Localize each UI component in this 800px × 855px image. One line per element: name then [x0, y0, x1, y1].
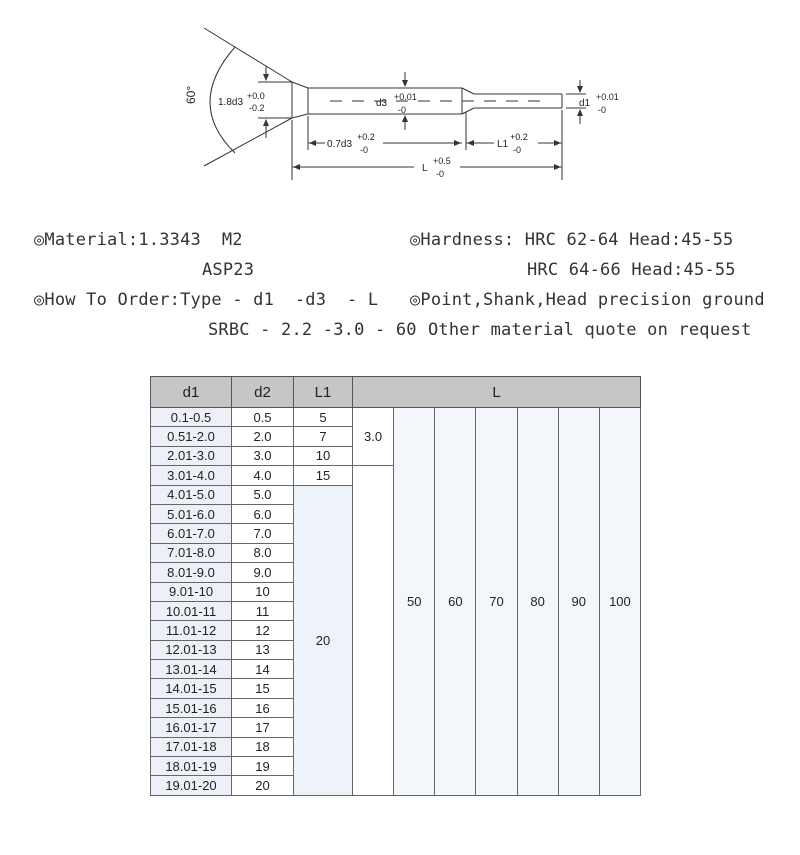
head-dia-label: 1.8d3 — [218, 97, 244, 108]
shoulder-tol-minus: -0 — [360, 145, 369, 155]
cell-l-small: 3.0 — [353, 408, 394, 466]
cell-d2: 2.0 — [232, 427, 294, 446]
cell-d1: 2.01-3.0 — [151, 446, 232, 465]
precision-line-1: ◎Point,Shank,Head precision ground — [410, 290, 765, 310]
cell-d2: 15 — [232, 679, 294, 698]
cell-l1-merged: 20 — [294, 485, 353, 795]
cell-d1: 19.01-20 — [151, 776, 232, 795]
header-l: L — [353, 377, 641, 408]
cell-d1: 3.01-4.0 — [151, 466, 232, 485]
l1-tol-plus: +0.2 — [510, 132, 528, 142]
cell-d2: 7.0 — [232, 524, 294, 543]
header-d2: d2 — [232, 377, 294, 408]
cell-l-100: 100 — [599, 408, 640, 796]
material-line-2: ASP23 — [202, 260, 255, 280]
order-line-2: SRBC - 2.2 -3.0 - 60 — [208, 320, 417, 340]
head-tol-plus: +0.0 — [247, 91, 265, 101]
cell-l-50: 50 — [394, 408, 435, 796]
cell-d2: 4.0 — [232, 466, 294, 485]
l1-tol-minus: -0 — [513, 145, 522, 155]
pin-technical-drawing — [0, 0, 800, 200]
cone-line-bottom — [204, 118, 292, 166]
cell-d1: 4.01-5.0 — [151, 485, 232, 504]
pin-head — [292, 82, 308, 118]
cell-d2: 0.5 — [232, 408, 294, 427]
cell-l-60: 60 — [435, 408, 476, 796]
order-line-1: ◎How To Order:Type - d1 -d3 - L — [34, 290, 379, 310]
cell-d1: 12.01-13 — [151, 640, 232, 659]
cell-d2: 9.0 — [232, 563, 294, 582]
cell-d1: 5.01-6.0 — [151, 504, 232, 523]
cell-d2: 3.0 — [232, 446, 294, 465]
angle-label: 60° — [184, 85, 198, 104]
l-label: L — [422, 163, 428, 174]
cell-d1: 15.01-16 — [151, 698, 232, 717]
d1-tol-plus: +0.01 — [596, 92, 619, 102]
d1-tol-minus: -0 — [598, 105, 607, 115]
l-tol-minus: -0 — [436, 169, 445, 179]
head-tol-minus: -0.2 — [249, 103, 265, 113]
cell-d1: 0.1-0.5 — [151, 408, 232, 427]
cell-d1: 11.01-12 — [151, 621, 232, 640]
cell-l-empty — [353, 466, 394, 796]
cell-d2: 12 — [232, 621, 294, 640]
hardness-line-1: ◎Hardness: HRC 62-64 Head:45-55 — [410, 230, 734, 250]
d1-label: d1 — [579, 98, 591, 109]
cell-l1: 10 — [294, 446, 353, 465]
hardness-line-2: HRC 64-66 Head:45-55 — [527, 260, 736, 280]
cell-d1: 8.01-9.0 — [151, 563, 232, 582]
cell-d2: 20 — [232, 776, 294, 795]
cell-d1: 13.01-14 — [151, 660, 232, 679]
d3-tol-minus: -0 — [398, 105, 407, 115]
cell-l1: 15 — [294, 466, 353, 485]
cell-d2: 17 — [232, 718, 294, 737]
cell-d1: 10.01-11 — [151, 601, 232, 620]
cell-d2: 8.0 — [232, 543, 294, 562]
size-table — [150, 376, 641, 796]
cell-d2: 10 — [232, 582, 294, 601]
header-l1: L1 — [294, 377, 353, 408]
cell-d1: 18.01-19 — [151, 757, 232, 776]
cell-l1: 7 — [294, 427, 353, 446]
cell-d2: 6.0 — [232, 504, 294, 523]
cell-d1: 14.01-15 — [151, 679, 232, 698]
precision-line-2: Other material quote on request — [428, 320, 752, 340]
cell-d2: 13 — [232, 640, 294, 659]
cell-l-90: 90 — [558, 408, 599, 796]
cell-d1: 16.01-17 — [151, 718, 232, 737]
cell-l1: 5 — [294, 408, 353, 427]
shoulder-tol-plus: +0.2 — [357, 132, 375, 142]
cell-d1: 7.01-8.0 — [151, 543, 232, 562]
cell-d2: 11 — [232, 601, 294, 620]
material-line-1: ◎Material:1.3343 M2 — [34, 230, 243, 250]
table-row — [151, 408, 641, 427]
cell-l-70: 70 — [476, 408, 517, 796]
cell-d1: 0.51-2.0 — [151, 427, 232, 446]
cell-d1: 6.01-7.0 — [151, 524, 232, 543]
cell-l-80: 80 — [517, 408, 558, 796]
cell-d2: 5.0 — [232, 485, 294, 504]
header-d1: d1 — [151, 377, 232, 408]
cell-d2: 16 — [232, 698, 294, 717]
d3-label: d3 — [376, 98, 388, 109]
cell-d2: 14 — [232, 660, 294, 679]
d3-tol-plus: +0.01 — [394, 92, 417, 102]
cell-d2: 19 — [232, 757, 294, 776]
shoulder-label: 0.7d3 — [327, 139, 353, 150]
cell-d2: 18 — [232, 737, 294, 756]
l1-label: L1 — [497, 139, 509, 150]
cell-d1: 9.01-10 — [151, 582, 232, 601]
cell-d1: 17.01-18 — [151, 737, 232, 756]
l-tol-plus: +0.5 — [433, 156, 451, 166]
